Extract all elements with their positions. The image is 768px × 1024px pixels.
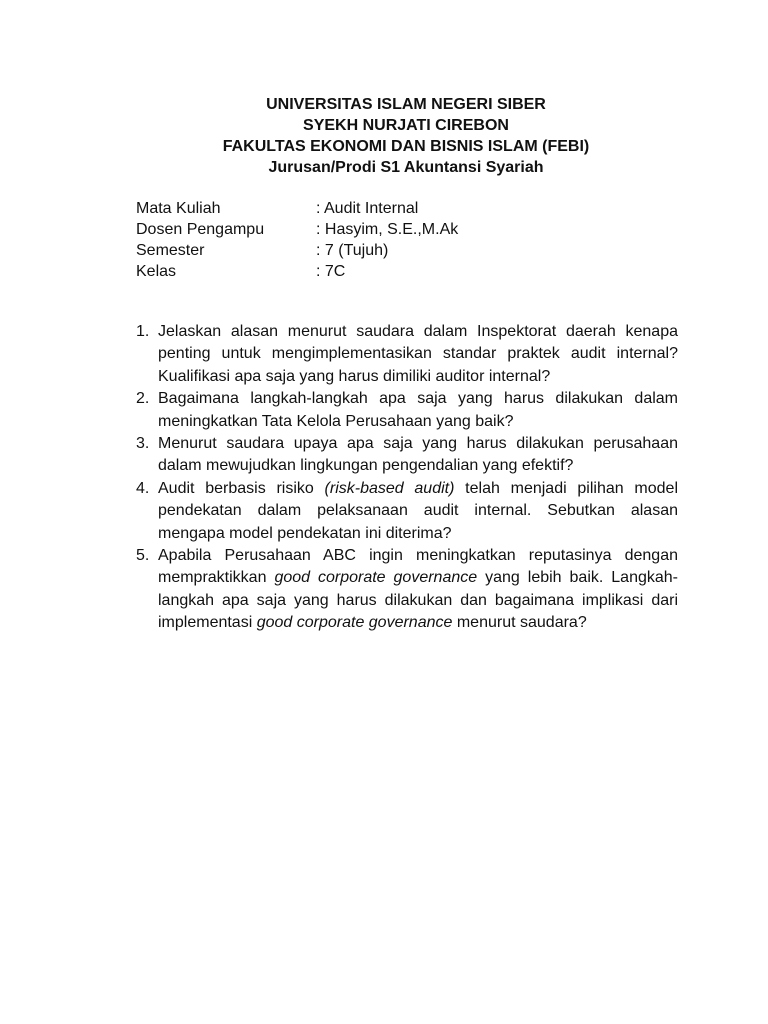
question-number: 1. [136, 323, 150, 340]
question-item [136, 545, 678, 635]
university-name-line2: SYEKH NURJATI CIREBON [303, 117, 509, 134]
lecturer-row [136, 219, 458, 240]
question-item [136, 478, 678, 545]
question-number: 2. [136, 390, 150, 408]
document-header [136, 94, 676, 178]
class-label: Kelas [136, 263, 177, 280]
class-value: : 7C [316, 263, 346, 280]
question-text: Jelaskan alasan menurut saudara dalam Inspektorat daerah kenapa penting untuk mengimplementasikan standar praktek audit internal? Kualifikasi apa saja yang harus dimiliki auditor internal? [158, 323, 678, 385]
question-item [136, 321, 678, 388]
question-text-emphasis: (risk-based audit) [324, 479, 455, 497]
question-number: 5. [136, 547, 150, 565]
question-text-emphasis: good corporate governance [274, 569, 478, 587]
question-text-part: Apabila Perusahaan ABC ingin meningkatkan reputasinya dengan mempraktikkan [158, 547, 678, 587]
department-name: Jurusan/Prodi S1 Akuntansi Syariah [268, 159, 544, 176]
class-row [136, 261, 458, 282]
question-text [158, 478, 678, 545]
question-item [136, 388, 678, 433]
semester-label: Semester [136, 242, 205, 259]
question-text-part: Audit berbasis risiko [158, 479, 325, 497]
question-text-part: menurut saudara? [452, 614, 587, 632]
course-info [136, 198, 458, 282]
question-text: Bagaimana langkah-langkah apa saja yang harus dilakukan dalam meningkatkan Tata Kelola Perusahaan yang baik? [158, 390, 678, 430]
question-list [136, 321, 678, 635]
course-value: : Audit Internal [316, 200, 419, 217]
question-text: Menurut saudara upaya apa saja yang harus dilakukan perusahaan dalam mewujudkan lingkungan pengendalian yang efektif? [158, 435, 678, 475]
course-row [136, 198, 458, 219]
question-text-part: yang lebih baik. Langkah-langkah apa saja yang harus dilakukan dan bagaimana implikasi dari implementasi [158, 569, 678, 632]
question-text [158, 545, 678, 635]
question-text-part: telah menjadi pilihan model pendekatan dalam pelaksanaan audit internal. Sebutkan alasan mengapa model pendekatan ini diterima? [158, 479, 678, 542]
semester-row [136, 240, 458, 261]
question-item [136, 433, 678, 478]
question-number: 3. [136, 435, 150, 453]
question-text-emphasis: good corporate governance [256, 614, 453, 632]
semester-value: : 7 (Tujuh) [316, 242, 389, 259]
faculty-name: FAKULTAS EKONOMI DAN BISNIS ISLAM (FEBI) [222, 138, 590, 155]
university-name-line1: UNIVERSITAS ISLAM NEGERI SIBER [266, 96, 546, 113]
question-number: 4. [136, 479, 150, 497]
course-label: Mata Kuliah [136, 200, 221, 217]
lecturer-value: : Hasyim, S.E.,M.Ak [316, 221, 459, 238]
lecturer-label: Dosen Pengampu [136, 221, 265, 238]
